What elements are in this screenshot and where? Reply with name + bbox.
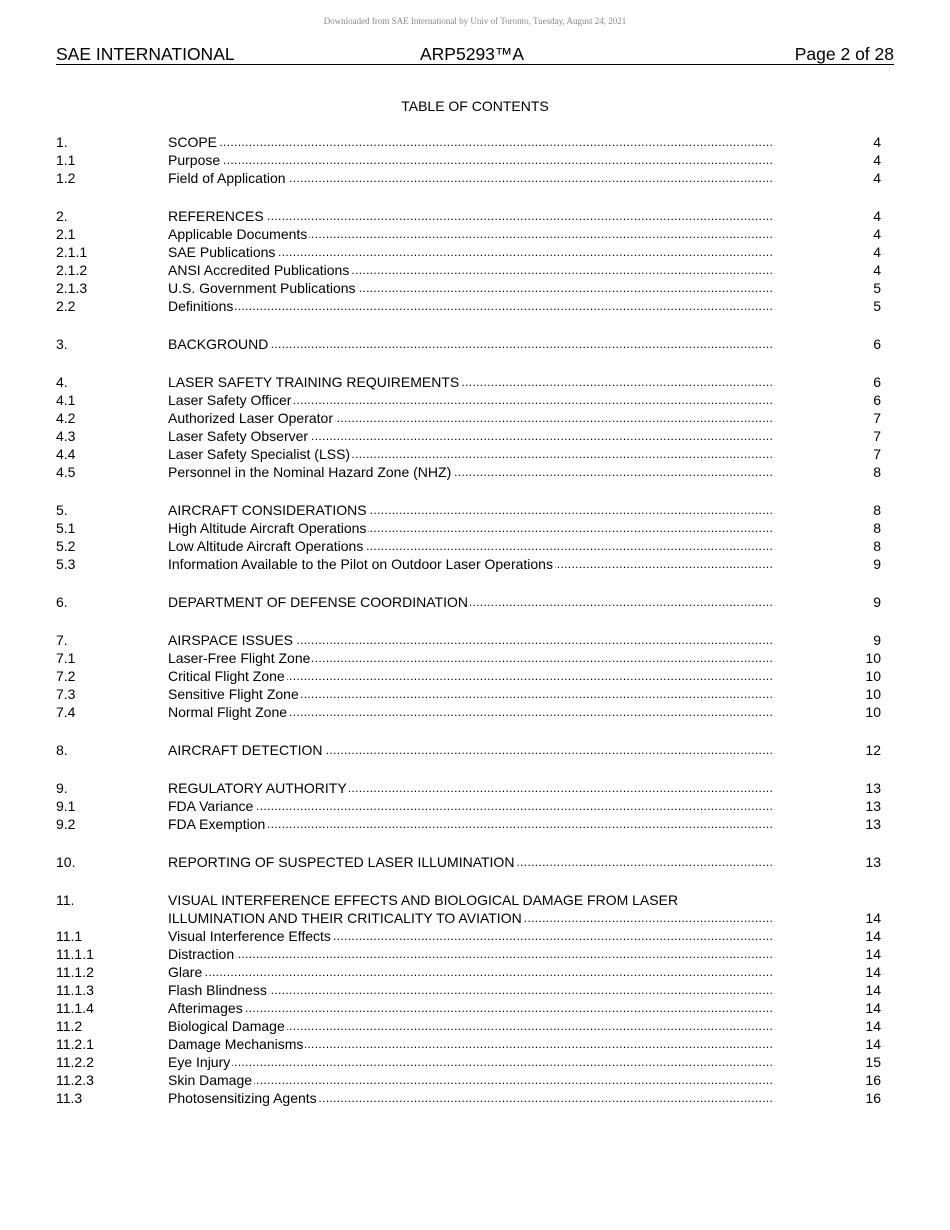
toc-entry-title: High Altitude Aircraft Operations (168, 520, 367, 536)
download-watermark: Downloaded from SAE International by Univ of Toronto, Tuesday, August 24, 2021 (323, 16, 627, 26)
toc-entry-number: 4.5 (56, 464, 76, 480)
toc-entry[interactable] (56, 391, 881, 409)
toc-entry[interactable] (56, 501, 881, 519)
toc-entry-title: Damage Mechanisms (168, 1036, 304, 1052)
toc-entry-page: 8 (873, 464, 881, 480)
toc-entry-page: 6 (873, 374, 881, 390)
toc-entry-title: Laser Safety Observer (168, 428, 309, 444)
toc-entry-page: 14 (865, 928, 881, 944)
toc-entry-title: Distraction (168, 946, 235, 962)
toc-entry-page: 13 (865, 780, 881, 796)
toc-entry-number: 7.4 (56, 704, 76, 720)
toc-entry-page: 4 (873, 244, 881, 260)
toc-entry[interactable] (56, 463, 881, 481)
toc-entry[interactable] (56, 945, 881, 963)
toc-entry-number: 11.2.1 (56, 1036, 94, 1052)
toc-entry-page: 14 (865, 910, 881, 926)
toc-entry-number: 9.1 (56, 798, 76, 814)
toc-entry-number: 7.1 (56, 650, 76, 666)
toc-entry-page: 10 (865, 704, 881, 720)
toc-entry-page: 6 (873, 392, 881, 408)
toc-entry-page: 14 (865, 946, 881, 962)
toc-entry[interactable] (56, 427, 881, 445)
toc-entry-title: Low Altitude Aircraft Operations (168, 538, 364, 554)
toc-entry-page: 10 (865, 668, 881, 684)
toc-entry-title-line1: VISUAL INTERFERENCE EFFECTS AND BIOLOGICAL DAMAGE FROM LASER (168, 892, 679, 908)
toc-entry-page: 15 (865, 1054, 881, 1070)
toc-entry[interactable] (56, 741, 881, 759)
header-page-number: Page 2 of 28 (794, 44, 894, 64)
toc-entry-number: 11.3 (56, 1090, 83, 1106)
toc-entry[interactable] (56, 1089, 881, 1107)
toc-entry-page: 7 (873, 446, 881, 462)
toc-entry-page: 13 (865, 854, 881, 870)
toc-entry-number: 2.1.3 (56, 280, 88, 296)
toc-entry[interactable] (56, 373, 881, 391)
toc-entry-page: 5 (873, 280, 881, 296)
toc-entry-title: Personnel in the Nominal Hazard Zone (NHZ) (168, 464, 452, 480)
toc-entry-title: Normal Flight Zone (168, 704, 288, 720)
toc-entry[interactable] (56, 151, 881, 169)
toc-entry-title: Photosensitizing Agents (168, 1090, 317, 1106)
toc-entry[interactable] (56, 225, 881, 243)
toc-entry-number: 11. (56, 892, 75, 908)
toc-entry-page: 14 (865, 1036, 881, 1052)
toc-entry-number: 9. (56, 780, 68, 796)
toc-entry-page: 14 (865, 982, 881, 998)
toc-entry[interactable] (56, 927, 881, 945)
toc-entry-title: Biological Damage (168, 1018, 285, 1034)
toc-entry-page: 6 (873, 336, 881, 352)
toc-heading: TABLE OF CONTENTS (401, 98, 549, 114)
toc-entry[interactable] (56, 981, 881, 999)
toc-entry-page: 8 (873, 538, 881, 554)
toc-entry-number: 5.1 (56, 520, 76, 536)
toc-entry-page: 5 (873, 298, 881, 314)
toc-entry-number: 2.2 (56, 298, 76, 314)
toc-entry-number: 7.3 (56, 686, 76, 702)
toc-entry-number: 11.1.1 (56, 946, 94, 962)
toc-entry-page: 14 (865, 1000, 881, 1016)
toc-entry-number: 2.1.2 (56, 262, 88, 278)
toc-entry[interactable] (56, 1053, 881, 1071)
toc-entry[interactable] (56, 1035, 881, 1053)
toc-entry[interactable] (56, 853, 881, 871)
toc-entry-title: Eye Injury (168, 1054, 231, 1070)
toc-entry[interactable] (56, 537, 881, 555)
toc-entry-page: 9 (873, 556, 881, 572)
toc-entry-number: 11.1.2 (56, 964, 94, 980)
toc-entry[interactable] (56, 815, 881, 833)
toc-entry-number: 11.2.3 (56, 1072, 94, 1088)
toc-entry-title: Information Available to the Pilot on Outdoor Laser Operations (168, 556, 553, 572)
toc-entry[interactable] (56, 891, 881, 927)
toc-entry-number: 4.3 (56, 428, 76, 444)
toc-entry-number: 2. (56, 208, 68, 224)
toc-entry-number: 8. (56, 742, 68, 758)
toc-entry-page: 4 (873, 208, 881, 224)
toc-entry-number: 1.2 (56, 170, 76, 186)
toc-entry-page: 13 (865, 798, 881, 814)
toc-entry-number: 11.2 (56, 1018, 83, 1034)
toc-entry-title: REPORTING OF SUSPECTED LASER ILLUMINATION (168, 854, 515, 870)
toc-entry-title: Definitions (168, 298, 234, 314)
toc-entry-title: Field of Application (168, 170, 286, 186)
toc-entry-title: AIRSPACE ISSUES (168, 632, 294, 648)
toc-entry-number: 5.3 (56, 556, 76, 572)
toc-entry-number: 9.2 (56, 816, 76, 832)
toc-entry-page: 9 (873, 632, 881, 648)
toc-entry-page: 16 (865, 1090, 881, 1106)
toc-entry-number: 7. (56, 632, 68, 648)
toc-entry-title: LASER SAFETY TRAINING REQUIREMENTS (168, 374, 460, 390)
toc-entry-number: 1.1 (56, 152, 76, 168)
header-publisher: SAE INTERNATIONAL (56, 44, 235, 64)
toc-entry-title: Applicable Documents (168, 226, 308, 242)
toc-entry[interactable] (56, 133, 881, 151)
toc-entry[interactable] (56, 797, 881, 815)
toc-entry[interactable] (56, 667, 881, 685)
toc-entry-number: 3. (56, 336, 68, 352)
toc-entry-page: 8 (873, 502, 881, 518)
toc-entry-number: 6. (56, 594, 68, 610)
toc-entry-page: 7 (873, 410, 881, 426)
toc-entry-title: SAE Publications (168, 244, 276, 260)
toc-entry[interactable] (56, 335, 881, 353)
toc-entry[interactable] (56, 297, 881, 315)
toc-entry-page: 8 (873, 520, 881, 536)
toc-entry-page: 9 (873, 594, 881, 610)
toc-entry-number: 4.4 (56, 446, 76, 462)
toc-entry-title (168, 891, 881, 927)
toc-entry-title: U.S. Government Publications (168, 280, 356, 296)
toc-entry-page: 4 (873, 152, 881, 168)
toc-entry[interactable] (56, 261, 881, 279)
toc-entry-number: 5.2 (56, 538, 76, 554)
toc-entry-page: 4 (873, 226, 881, 242)
toc-entry[interactable] (56, 279, 881, 297)
toc-entry[interactable] (56, 519, 881, 537)
toc-entry-title: REGULATORY AUTHORITY (168, 780, 347, 796)
toc-entry-title: Skin Damage (168, 1072, 253, 1088)
toc-entry-page: 14 (865, 1018, 881, 1034)
toc-entry-page: 4 (873, 262, 881, 278)
toc-entry-number: 10. (56, 854, 76, 870)
toc-entry-number: 11.1 (56, 928, 83, 944)
toc-entry-number: 11.2.2 (56, 1054, 94, 1070)
toc-entry-title: AIRCRAFT DETECTION (168, 742, 323, 758)
toc-entry-number: 4.2 (56, 410, 76, 426)
toc-entry-title: FDA Variance (168, 798, 254, 814)
toc-entry-title: REFERENCES (168, 208, 264, 224)
header-document-number: ARP5293™A (420, 44, 525, 64)
toc-entry[interactable] (56, 703, 881, 721)
toc-entry-page: 13 (865, 816, 881, 832)
toc-entry[interactable] (56, 963, 881, 981)
toc-entry-title: ANSI Accredited Publications (168, 262, 350, 278)
toc-entry-page: 10 (865, 650, 881, 666)
toc-entry-page: 16 (865, 1072, 881, 1088)
toc-entry[interactable] (56, 999, 881, 1017)
toc-entry[interactable] (56, 631, 881, 649)
toc-entry-title: AIRCRAFT CONSIDERATIONS (168, 502, 367, 518)
toc-entry-number: 7.2 (56, 668, 76, 684)
toc-entry-number: 2.1 (56, 226, 76, 242)
toc-entry-number: 4. (56, 374, 68, 390)
toc-entry[interactable] (56, 169, 881, 187)
toc-entry[interactable] (56, 649, 881, 667)
toc-entry-title: Critical Flight Zone (168, 668, 285, 684)
toc-entry-title: Laser-Free Flight Zone (168, 650, 311, 666)
toc-entry-title: DEPARTMENT OF DEFENSE COORDINATION (168, 594, 468, 610)
toc-entry-number: 5. (56, 502, 68, 518)
toc-entry-number: 11.1.3 (56, 982, 94, 998)
toc-entry-page: 10 (865, 686, 881, 702)
toc-entry[interactable] (56, 243, 881, 261)
toc-entry-title: Sensitive Flight Zone (168, 686, 299, 702)
toc-entry-title: Glare (168, 964, 203, 980)
toc-entry[interactable] (56, 1017, 881, 1035)
toc-entry-page: 4 (873, 170, 881, 186)
page-header (56, 44, 894, 65)
toc-entry[interactable] (56, 207, 881, 225)
toc-entry[interactable] (56, 555, 881, 573)
toc-entry[interactable] (56, 779, 881, 797)
toc-entry-page: 7 (873, 428, 881, 444)
toc-entry-number: 1. (56, 134, 68, 150)
toc-entry-number: 11.1.4 (56, 1000, 94, 1016)
toc-entry-title: Purpose (168, 152, 221, 168)
toc-entry-title: Afterimages (168, 1000, 243, 1016)
toc-entry-page: 12 (865, 742, 881, 758)
toc-entry-page: 14 (865, 964, 881, 980)
toc-entry-title: BACKGROUND (168, 336, 269, 352)
toc-entry-title: Laser Safety Specialist (LSS) (168, 446, 351, 462)
toc-entry[interactable] (56, 593, 881, 611)
toc-entry[interactable] (56, 445, 881, 463)
toc-entry-number: 4.1 (56, 392, 76, 408)
toc-entry-title-line2: ILLUMINATION AND THEIR CRITICALITY TO AVIATION (168, 910, 522, 926)
toc-entry[interactable] (56, 1071, 881, 1089)
toc-entry[interactable] (56, 409, 881, 427)
toc-entry-page: 4 (873, 134, 881, 150)
toc-entry-title: Flash Blindness (168, 982, 267, 998)
table-of-contents (56, 133, 881, 1107)
toc-entry-title: FDA Exemption (168, 816, 266, 832)
toc-entry-title: Visual Interference Effects (168, 928, 331, 944)
toc-entry-title: Laser Safety Officer (168, 392, 292, 408)
toc-entry-number: 2.1.1 (56, 244, 88, 260)
toc-entry[interactable] (56, 685, 881, 703)
toc-entry-title: SCOPE (168, 134, 218, 150)
toc-entry-title: Authorized Laser Operator (168, 410, 333, 426)
